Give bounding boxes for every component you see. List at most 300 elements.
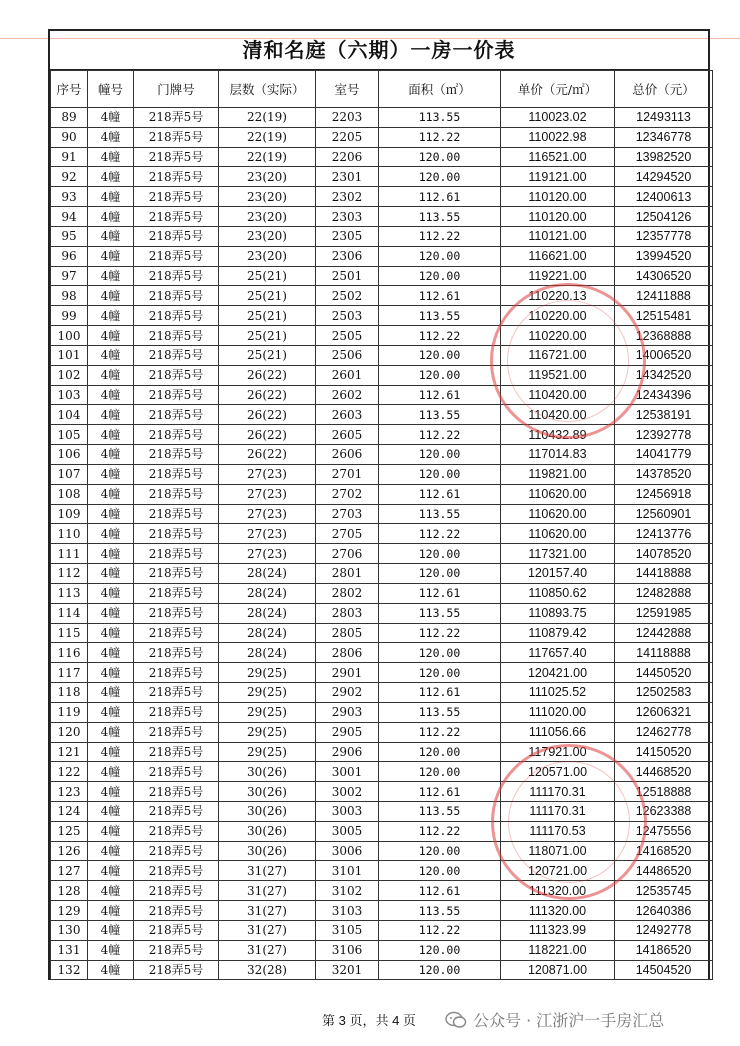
row-index-cell: 116 [51, 643, 88, 663]
address-cell: 218弄5号 [134, 207, 219, 227]
address-cell: 218弄5号 [134, 663, 219, 683]
area-cell: 120.00 [379, 544, 501, 564]
area-cell: 120.00 [379, 841, 501, 861]
row-index-cell: 118 [51, 683, 88, 703]
address-cell: 218弄5号 [134, 504, 219, 524]
row-index-cell: 115 [51, 623, 88, 643]
floor-cell: 23(20) [219, 207, 316, 227]
page-footer [0, 1008, 740, 1032]
table-row [51, 861, 713, 881]
table-row [51, 127, 713, 147]
total-price-cell: 12492778 [615, 920, 713, 940]
floor-cell: 28(24) [219, 643, 316, 663]
building-cell: 4幢 [88, 643, 134, 663]
floor-cell: 26(22) [219, 385, 316, 405]
room-number-cell: 2303 [316, 207, 379, 227]
address-cell: 218弄5号 [134, 782, 219, 802]
building-cell: 4幢 [88, 901, 134, 921]
address-cell: 218弄5号 [134, 405, 219, 425]
room-number-cell: 2203 [316, 108, 379, 128]
floor-cell: 27(23) [219, 544, 316, 564]
row-index-cell: 111 [51, 544, 88, 564]
unit-price-cell: 111170.31 [501, 782, 615, 802]
room-number-cell: 2206 [316, 147, 379, 167]
building-cell: 4幢 [88, 564, 134, 584]
row-index-cell: 95 [51, 226, 88, 246]
room-number-cell: 2501 [316, 266, 379, 286]
area-cell: 120.00 [379, 663, 501, 683]
row-index-cell: 107 [51, 464, 88, 484]
area-cell: 112.61 [379, 484, 501, 504]
room-number-cell: 2601 [316, 365, 379, 385]
unit-price-cell: 111020.00 [501, 702, 615, 722]
unit-price-cell: 111170.53 [501, 821, 615, 841]
floor-cell: 31(27) [219, 861, 316, 881]
table-header-row [51, 71, 713, 108]
address-cell: 218弄5号 [134, 841, 219, 861]
table-row [51, 484, 713, 504]
building-cell: 4幢 [88, 702, 134, 722]
address-cell: 218弄5号 [134, 901, 219, 921]
room-number-cell: 3003 [316, 801, 379, 821]
table-row [51, 722, 713, 742]
room-number-cell: 3002 [316, 782, 379, 802]
unit-price-cell: 110620.00 [501, 504, 615, 524]
page-number: 第 3 页，共 4 页 [322, 1013, 416, 1028]
room-number-cell: 3106 [316, 940, 379, 960]
room-number-cell: 2603 [316, 405, 379, 425]
building-cell: 4幢 [88, 821, 134, 841]
building-cell: 4幢 [88, 544, 134, 564]
unit-price-cell: 110121.00 [501, 226, 615, 246]
floor-cell: 26(22) [219, 365, 316, 385]
address-cell: 218弄5号 [134, 643, 219, 663]
column-header-unit-price: 单价（元/㎡） [501, 71, 615, 108]
room-number-cell: 2305 [316, 226, 379, 246]
building-cell: 4幢 [88, 147, 134, 167]
table-row [51, 643, 713, 663]
room-number-cell: 2803 [316, 603, 379, 623]
total-price-cell: 12475556 [615, 821, 713, 841]
unit-price-cell: 110022.98 [501, 127, 615, 147]
area-cell: 113.55 [379, 504, 501, 524]
floor-cell: 30(26) [219, 821, 316, 841]
total-price-cell: 12591985 [615, 603, 713, 623]
total-price-cell: 12392778 [615, 425, 713, 445]
room-number-cell: 2602 [316, 385, 379, 405]
unit-price-cell: 116521.00 [501, 147, 615, 167]
total-price-cell: 12502583 [615, 683, 713, 703]
floor-cell: 23(20) [219, 187, 316, 207]
unit-price-cell: 111170.31 [501, 801, 615, 821]
unit-price-cell: 110620.00 [501, 524, 615, 544]
building-cell: 4幢 [88, 782, 134, 802]
area-cell: 112.61 [379, 782, 501, 802]
address-cell: 218弄5号 [134, 544, 219, 564]
table-row [51, 702, 713, 722]
unit-price-cell: 110893.75 [501, 603, 615, 623]
total-price-cell: 12535745 [615, 881, 713, 901]
building-cell: 4幢 [88, 108, 134, 128]
row-index-cell: 92 [51, 167, 88, 187]
area-cell: 112.22 [379, 821, 501, 841]
area-cell: 113.55 [379, 108, 501, 128]
room-number-cell: 3105 [316, 920, 379, 940]
room-number-cell: 2703 [316, 504, 379, 524]
floor-cell: 28(24) [219, 623, 316, 643]
address-cell: 218弄5号 [134, 623, 219, 643]
building-cell: 4幢 [88, 742, 134, 762]
column-header-room: 室号 [316, 71, 379, 108]
row-index-cell: 102 [51, 365, 88, 385]
row-index-cell: 105 [51, 425, 88, 445]
total-price-cell: 14468520 [615, 762, 713, 782]
unit-price-cell: 119221.00 [501, 266, 615, 286]
address-cell: 218弄5号 [134, 365, 219, 385]
floor-cell: 26(22) [219, 405, 316, 425]
room-number-cell: 3103 [316, 901, 379, 921]
row-index-cell: 106 [51, 445, 88, 465]
table-row [51, 167, 713, 187]
row-index-cell: 132 [51, 960, 88, 980]
table-row [51, 782, 713, 802]
area-cell: 112.22 [379, 425, 501, 445]
area-cell: 120.00 [379, 345, 501, 365]
area-cell: 120.00 [379, 861, 501, 881]
building-cell: 4幢 [88, 445, 134, 465]
row-index-cell: 128 [51, 881, 88, 901]
total-price-cell: 14041779 [615, 445, 713, 465]
unit-price-cell: 116621.00 [501, 246, 615, 266]
floor-cell: 26(22) [219, 425, 316, 445]
table-row [51, 385, 713, 405]
floor-cell: 30(26) [219, 782, 316, 802]
total-price-cell: 12515481 [615, 306, 713, 326]
building-cell: 4幢 [88, 524, 134, 544]
row-index-cell: 112 [51, 564, 88, 584]
building-cell: 4幢 [88, 623, 134, 643]
total-price-cell: 12357778 [615, 226, 713, 246]
unit-price-cell: 110023.02 [501, 108, 615, 128]
unit-price-cell: 117921.00 [501, 742, 615, 762]
building-cell: 4幢 [88, 683, 134, 703]
room-number-cell: 2502 [316, 286, 379, 306]
area-cell: 112.61 [379, 683, 501, 703]
row-index-cell: 110 [51, 524, 88, 544]
total-price-cell: 14118888 [615, 643, 713, 663]
floor-cell: 29(25) [219, 722, 316, 742]
table-row [51, 266, 713, 286]
room-number-cell: 3001 [316, 762, 379, 782]
floor-cell: 25(21) [219, 286, 316, 306]
room-number-cell: 2503 [316, 306, 379, 326]
row-index-cell: 127 [51, 861, 88, 881]
unit-price-cell: 110420.00 [501, 385, 615, 405]
total-price-cell: 14186520 [615, 940, 713, 960]
address-cell: 218弄5号 [134, 246, 219, 266]
row-index-cell: 91 [51, 147, 88, 167]
building-cell: 4幢 [88, 801, 134, 821]
floor-cell: 32(28) [219, 960, 316, 980]
table-row [51, 663, 713, 683]
room-number-cell: 2205 [316, 127, 379, 147]
building-cell: 4幢 [88, 226, 134, 246]
floor-cell: 28(24) [219, 603, 316, 623]
area-cell: 120.00 [379, 643, 501, 663]
address-cell: 218弄5号 [134, 821, 219, 841]
row-index-cell: 121 [51, 742, 88, 762]
area-cell: 120.00 [379, 365, 501, 385]
total-price-cell: 14150520 [615, 742, 713, 762]
table-row [51, 504, 713, 524]
area-cell: 112.22 [379, 524, 501, 544]
floor-cell: 25(21) [219, 345, 316, 365]
unit-price-cell: 110620.00 [501, 484, 615, 504]
total-price-cell: 12442888 [615, 623, 713, 643]
room-number-cell: 3005 [316, 821, 379, 841]
unit-price-cell: 120871.00 [501, 960, 615, 980]
floor-cell: 27(23) [219, 464, 316, 484]
floor-cell: 23(20) [219, 226, 316, 246]
unit-price-cell: 110220.00 [501, 306, 615, 326]
total-price-cell: 12368888 [615, 326, 713, 346]
building-cell: 4幢 [88, 246, 134, 266]
row-index-cell: 101 [51, 345, 88, 365]
table-row [51, 603, 713, 623]
room-number-cell: 2306 [316, 246, 379, 266]
room-number-cell: 2705 [316, 524, 379, 544]
address-cell: 218弄5号 [134, 881, 219, 901]
table-row [51, 583, 713, 603]
building-cell: 4幢 [88, 663, 134, 683]
total-price-cell: 12346778 [615, 127, 713, 147]
room-number-cell: 2801 [316, 564, 379, 584]
row-index-cell: 119 [51, 702, 88, 722]
address-cell: 218弄5号 [134, 108, 219, 128]
floor-cell: 27(23) [219, 484, 316, 504]
address-cell: 218弄5号 [134, 147, 219, 167]
area-cell: 120.00 [379, 445, 501, 465]
room-number-cell: 3006 [316, 841, 379, 861]
floor-cell: 25(21) [219, 326, 316, 346]
row-index-cell: 97 [51, 266, 88, 286]
area-cell: 112.22 [379, 920, 501, 940]
unit-price-cell: 110220.00 [501, 326, 615, 346]
unit-price-cell: 120721.00 [501, 861, 615, 881]
room-number-cell: 3201 [316, 960, 379, 980]
total-price-cell: 14378520 [615, 464, 713, 484]
room-number-cell: 2902 [316, 683, 379, 703]
row-index-cell: 89 [51, 108, 88, 128]
building-cell: 4幢 [88, 960, 134, 980]
area-cell: 120.00 [379, 960, 501, 980]
address-cell: 218弄5号 [134, 960, 219, 980]
building-cell: 4幢 [88, 762, 134, 782]
building-cell: 4幢 [88, 940, 134, 960]
room-number-cell: 2901 [316, 663, 379, 683]
address-cell: 218弄5号 [134, 286, 219, 306]
total-price-cell: 12538191 [615, 405, 713, 425]
table-row [51, 207, 713, 227]
table-row [51, 147, 713, 167]
unit-price-cell: 118071.00 [501, 841, 615, 861]
unit-price-cell: 119121.00 [501, 167, 615, 187]
room-number-cell: 2805 [316, 623, 379, 643]
room-number-cell: 2302 [316, 187, 379, 207]
table-row [51, 742, 713, 762]
unit-price-cell: 117657.40 [501, 643, 615, 663]
building-cell: 4幢 [88, 841, 134, 861]
column-header-total-price: 总价（元） [615, 71, 713, 108]
address-cell: 218弄5号 [134, 702, 219, 722]
building-cell: 4幢 [88, 266, 134, 286]
area-cell: 120.00 [379, 564, 501, 584]
building-cell: 4幢 [88, 365, 134, 385]
row-index-cell: 113 [51, 583, 88, 603]
table-row [51, 841, 713, 861]
address-cell: 218弄5号 [134, 861, 219, 881]
row-index-cell: 90 [51, 127, 88, 147]
total-price-cell: 12504126 [615, 207, 713, 227]
total-price-cell: 14342520 [615, 365, 713, 385]
row-index-cell: 96 [51, 246, 88, 266]
address-cell: 218弄5号 [134, 127, 219, 147]
building-cell: 4幢 [88, 345, 134, 365]
room-number-cell: 2802 [316, 583, 379, 603]
area-cell: 120.00 [379, 742, 501, 762]
row-index-cell: 130 [51, 920, 88, 940]
address-cell: 218弄5号 [134, 564, 219, 584]
total-price-cell: 12518888 [615, 782, 713, 802]
column-header-building: 幢号 [88, 71, 134, 108]
area-cell: 112.22 [379, 722, 501, 742]
table-row [51, 881, 713, 901]
row-index-cell: 126 [51, 841, 88, 861]
area-cell: 120.00 [379, 762, 501, 782]
row-index-cell: 122 [51, 762, 88, 782]
unit-price-cell: 110432.89 [501, 425, 615, 445]
total-price-cell: 14486520 [615, 861, 713, 881]
table-row [51, 246, 713, 266]
floor-cell: 22(19) [219, 108, 316, 128]
area-cell: 112.22 [379, 226, 501, 246]
unit-price-cell: 111056.66 [501, 722, 615, 742]
total-price-cell: 14306520 [615, 266, 713, 286]
building-cell: 4幢 [88, 127, 134, 147]
building-cell: 4幢 [88, 425, 134, 445]
price-table [50, 70, 713, 980]
building-cell: 4幢 [88, 326, 134, 346]
table-row [51, 445, 713, 465]
floor-cell: 22(19) [219, 147, 316, 167]
total-price-cell: 14504520 [615, 960, 713, 980]
total-price-cell: 12493113 [615, 108, 713, 128]
address-cell: 218弄5号 [134, 187, 219, 207]
area-cell: 112.61 [379, 881, 501, 901]
table-row [51, 920, 713, 940]
row-index-cell: 99 [51, 306, 88, 326]
building-cell: 4幢 [88, 385, 134, 405]
watermark-text: 公众号 · 江浙沪一手房汇总 [473, 1011, 665, 1030]
unit-price-cell: 111025.52 [501, 683, 615, 703]
table-row [51, 940, 713, 960]
unit-price-cell: 110220.13 [501, 286, 615, 306]
watermark [445, 1008, 664, 1031]
table-row [51, 564, 713, 584]
row-index-cell: 125 [51, 821, 88, 841]
table-row [51, 524, 713, 544]
floor-cell: 31(27) [219, 920, 316, 940]
column-header-address: 门牌号 [134, 71, 219, 108]
row-index-cell: 114 [51, 603, 88, 623]
total-price-cell: 12606321 [615, 702, 713, 722]
total-price-cell: 12413776 [615, 524, 713, 544]
building-cell: 4幢 [88, 484, 134, 504]
unit-price-cell: 111320.00 [501, 881, 615, 901]
floor-cell: 28(24) [219, 564, 316, 584]
wechat-icon [445, 1011, 467, 1029]
room-number-cell: 2605 [316, 425, 379, 445]
address-cell: 218弄5号 [134, 345, 219, 365]
row-index-cell: 98 [51, 286, 88, 306]
floor-cell: 22(19) [219, 127, 316, 147]
total-price-cell: 14006520 [615, 345, 713, 365]
table-row [51, 306, 713, 326]
total-price-cell: 12456918 [615, 484, 713, 504]
room-number-cell: 2702 [316, 484, 379, 504]
address-cell: 218弄5号 [134, 464, 219, 484]
building-cell: 4幢 [88, 583, 134, 603]
floor-cell: 25(21) [219, 266, 316, 286]
row-index-cell: 100 [51, 326, 88, 346]
unit-price-cell: 110120.00 [501, 187, 615, 207]
total-price-cell: 12623388 [615, 801, 713, 821]
area-cell: 112.22 [379, 127, 501, 147]
floor-cell: 30(26) [219, 841, 316, 861]
building-cell: 4幢 [88, 286, 134, 306]
address-cell: 218弄5号 [134, 801, 219, 821]
column-header-index: 序号 [51, 71, 88, 108]
address-cell: 218弄5号 [134, 940, 219, 960]
address-cell: 218弄5号 [134, 385, 219, 405]
building-cell: 4幢 [88, 464, 134, 484]
room-number-cell: 3101 [316, 861, 379, 881]
room-number-cell: 2905 [316, 722, 379, 742]
building-cell: 4幢 [88, 207, 134, 227]
address-cell: 218弄5号 [134, 445, 219, 465]
total-price-cell: 12400613 [615, 187, 713, 207]
unit-price-cell: 110879.42 [501, 623, 615, 643]
floor-cell: 31(27) [219, 901, 316, 921]
area-cell: 112.22 [379, 326, 501, 346]
table-row [51, 365, 713, 385]
table-row [51, 405, 713, 425]
area-cell: 113.55 [379, 306, 501, 326]
unit-price-cell: 120571.00 [501, 762, 615, 782]
column-header-floor: 层数（实际） [219, 71, 316, 108]
floor-cell: 23(20) [219, 246, 316, 266]
table-body [51, 108, 713, 980]
total-price-cell: 12640386 [615, 901, 713, 921]
unit-price-cell: 116721.00 [501, 345, 615, 365]
row-index-cell: 123 [51, 782, 88, 802]
address-cell: 218弄5号 [134, 524, 219, 544]
table-row [51, 425, 713, 445]
room-number-cell: 2506 [316, 345, 379, 365]
price-table-sheet [48, 29, 710, 980]
row-index-cell: 104 [51, 405, 88, 425]
area-cell: 120.00 [379, 147, 501, 167]
